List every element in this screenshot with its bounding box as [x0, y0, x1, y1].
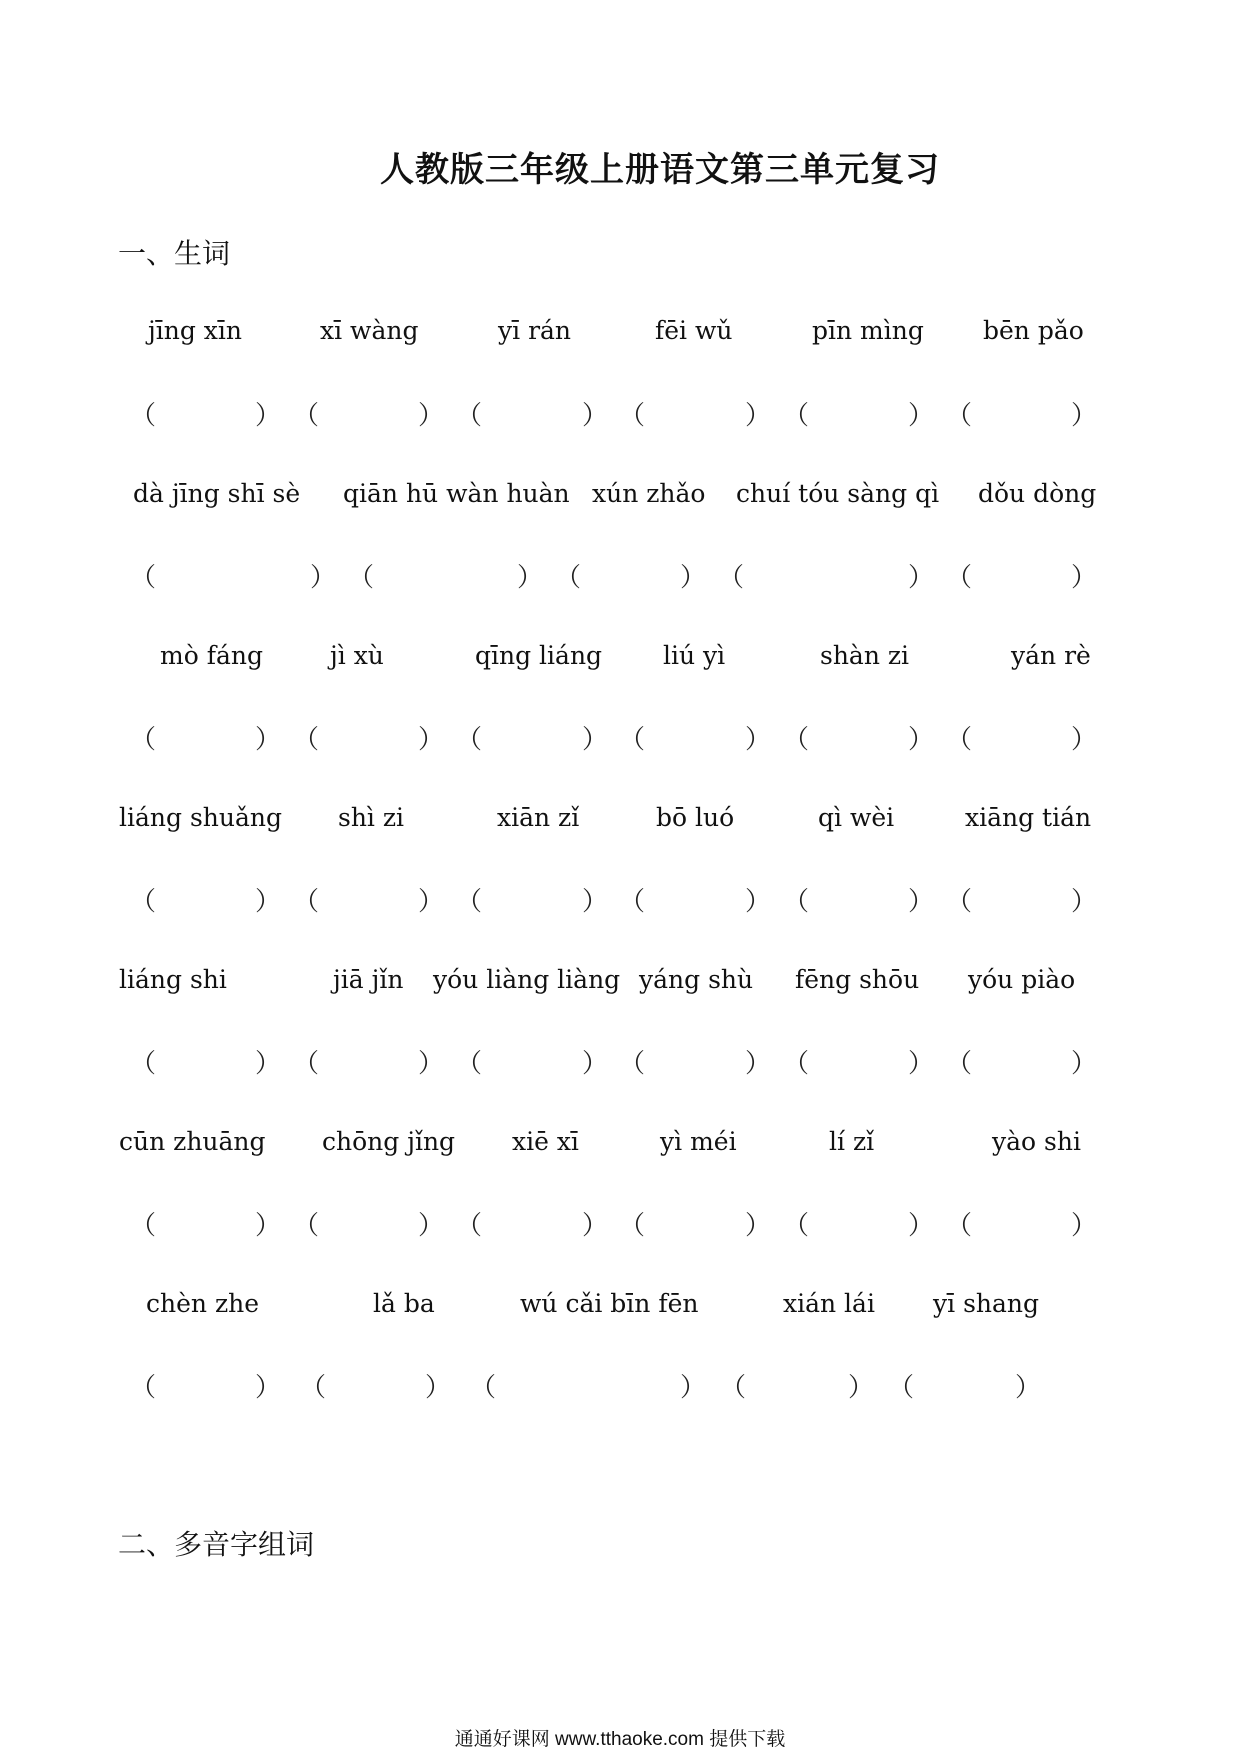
pinyin-item: yóu piào [968, 965, 1076, 994]
pinyin-item: yóu liàng liàng [433, 965, 621, 994]
answer-blank-open[interactable]: （ [946, 725, 973, 754]
answer-blank-open[interactable]: （ [888, 1373, 915, 1402]
answer-blank-close: ） [908, 725, 935, 754]
answer-row [0, 1043, 1240, 1083]
answer-row [0, 881, 1240, 921]
answer-blank-close: ） [1071, 563, 1098, 592]
answer-blank-open[interactable]: （ [130, 887, 157, 916]
answer-blank-open[interactable]: （ [619, 1049, 646, 1078]
pinyin-item: liáng shi [119, 965, 227, 994]
answer-blank-open[interactable]: （ [619, 401, 646, 430]
answer-blank-open[interactable]: （ [720, 1373, 747, 1402]
answer-blank-open[interactable]: （ [619, 725, 646, 754]
answer-blank-close: ） [1071, 401, 1098, 430]
answer-blank-open[interactable]: （ [130, 725, 157, 754]
pinyin-item: xún zhǎo [592, 479, 706, 508]
answer-blank-close: ） [582, 1211, 609, 1240]
pinyin-item: pīn mìng [812, 316, 924, 345]
pinyin-row [0, 641, 1240, 681]
answer-blank-open[interactable]: （ [946, 401, 973, 430]
answer-blank-open[interactable]: （ [456, 1049, 483, 1078]
pinyin-item: cūn zhuāng [119, 1127, 266, 1156]
pinyin-item: yì méi [660, 1127, 737, 1156]
pinyin-item: dà jīng shī sè [133, 479, 301, 508]
answer-blank-close: ） [418, 401, 445, 430]
footer-credit: 通通好课网 www.tthaoke.com 提供下载 [454, 1729, 786, 1750]
answer-blank-close: ） [310, 563, 337, 592]
answer-blank-close: ） [1015, 1373, 1042, 1402]
answer-blank-close: ） [1071, 1049, 1098, 1078]
pinyin-item: mò fáng [160, 641, 263, 670]
answer-blank-open[interactable]: （ [783, 725, 810, 754]
answer-blank-close: ） [418, 1211, 445, 1240]
answer-blank-open[interactable]: （ [293, 887, 320, 916]
answer-blank-close: ） [848, 1373, 875, 1402]
pinyin-item: bēn pǎo [983, 316, 1084, 345]
answer-blank-open[interactable]: （ [130, 401, 157, 430]
pinyin-item: xiāng tián [965, 803, 1092, 832]
answer-blank-close: ） [680, 1373, 707, 1402]
answer-blank-close: ） [582, 401, 609, 430]
answer-row [0, 395, 1240, 435]
pinyin-item: fēi wǔ [655, 316, 733, 345]
pinyin-item: xiān zǐ [497, 803, 580, 832]
answer-blank-close: ） [418, 1049, 445, 1078]
pinyin-item: chōng jǐng [322, 1127, 456, 1156]
pinyin-item: fēng shōu [795, 965, 920, 994]
pinyin-item: jīng xīn [148, 316, 242, 345]
answer-blank-open[interactable]: （ [293, 1211, 320, 1240]
answer-blank-close: ） [582, 887, 609, 916]
answer-blank-close: ） [582, 725, 609, 754]
answer-blank-open[interactable]: （ [783, 887, 810, 916]
answer-blank-close: ） [255, 1211, 282, 1240]
pinyin-item: chèn zhe [146, 1289, 260, 1318]
pinyin-item: lǎ ba [373, 1289, 435, 1318]
answer-blank-close: ） [418, 887, 445, 916]
pinyin-item: chuí tóu sàng qì [736, 479, 940, 508]
answer-blank-open[interactable]: （ [946, 887, 973, 916]
answer-blank-close: ） [425, 1373, 452, 1402]
answer-blank-open[interactable]: （ [946, 1211, 973, 1240]
answer-blank-open[interactable]: （ [293, 401, 320, 430]
answer-blank-open[interactable]: （ [456, 401, 483, 430]
answer-blank-close: ） [745, 725, 772, 754]
pinyin-item: lí zǐ [829, 1127, 875, 1156]
pinyin-item: yáng shù [639, 965, 754, 994]
answer-blank-close: ） [908, 563, 935, 592]
answer-blank-open[interactable]: （ [783, 1211, 810, 1240]
answer-blank-close: ） [680, 563, 707, 592]
answer-blank-open[interactable]: （ [783, 1049, 810, 1078]
answer-blank-open[interactable]: （ [456, 1211, 483, 1240]
answer-blank-close: ） [745, 401, 772, 430]
answer-blank-open[interactable]: （ [946, 563, 973, 592]
answer-blank-open[interactable]: （ [130, 1049, 157, 1078]
pinyin-item: qì wèi [818, 803, 895, 832]
answer-blank-close: ） [418, 725, 445, 754]
pinyin-item: qiān hū wàn huàn [343, 479, 570, 508]
section-heading-vocabulary: 一、生词 [118, 237, 231, 270]
pinyin-item: dǒu dòng [978, 479, 1097, 508]
pinyin-item: jì xù [330, 641, 384, 670]
answer-blank-open[interactable]: （ [293, 1049, 320, 1078]
answer-blank-close: ） [517, 563, 544, 592]
answer-blank-open[interactable]: （ [348, 563, 375, 592]
answer-blank-open[interactable]: （ [619, 887, 646, 916]
answer-blank-close: ） [908, 401, 935, 430]
answer-blank-close: ） [255, 1373, 282, 1402]
pinyin-item: xián lái [783, 1289, 875, 1318]
pinyin-item: xiē xī [512, 1127, 579, 1156]
answer-row [0, 557, 1240, 597]
pinyin-row [0, 479, 1240, 519]
pinyin-item: yī shang [933, 1289, 1040, 1318]
answer-blank-close: ） [582, 1049, 609, 1078]
pinyin-item: yào shi [992, 1127, 1081, 1156]
answer-blank-close: ） [1071, 1211, 1098, 1240]
pinyin-item: qīng liáng [475, 641, 603, 670]
pinyin-item: shì zi [338, 803, 405, 832]
answer-blank-open[interactable]: （ [130, 563, 157, 592]
answer-blank-open[interactable]: （ [946, 1049, 973, 1078]
pinyin-row [0, 803, 1240, 843]
pinyin-row [0, 1289, 1240, 1329]
answer-row [0, 1205, 1240, 1245]
answer-blank-open[interactable]: （ [619, 1211, 646, 1240]
answer-blank-open[interactable]: （ [130, 1211, 157, 1240]
answer-blank-close: ） [255, 1049, 282, 1078]
pinyin-row [0, 1127, 1240, 1167]
pinyin-item: xī wàng [320, 316, 419, 345]
pinyin-item: jiā jǐn [333, 965, 404, 994]
pinyin-item: bō luó [656, 803, 735, 832]
page-title: 人教版三年级上册语文第三单元复习 [380, 150, 940, 190]
answer-blank-close: ） [745, 887, 772, 916]
pinyin-item: liú yì [663, 641, 726, 670]
answer-blank-close: ） [745, 1049, 772, 1078]
pinyin-item: shàn zi [820, 641, 910, 670]
pinyin-item: wú cǎi bīn fēn [520, 1289, 699, 1318]
answer-blank-open[interactable]: （ [718, 563, 745, 592]
pinyin-item: yán rè [1011, 641, 1091, 670]
answer-row [0, 1367, 1240, 1407]
pinyin-row [0, 316, 1240, 356]
answer-blank-close: ） [908, 1049, 935, 1078]
answer-blank-close: ） [1071, 725, 1098, 754]
answer-blank-open[interactable]: （ [456, 725, 483, 754]
answer-blank-close: ） [908, 1211, 935, 1240]
answer-blank-open[interactable]: （ [783, 401, 810, 430]
answer-blank-open[interactable]: （ [456, 887, 483, 916]
answer-blank-close: ） [255, 725, 282, 754]
answer-blank-close: ） [255, 887, 282, 916]
answer-blank-open[interactable]: （ [293, 725, 320, 754]
answer-blank-close: ） [255, 401, 282, 430]
answer-blank-close: ） [908, 887, 935, 916]
section-heading-polyphonic: 二、多音字组词 [118, 1528, 315, 1561]
answer-blank-close: ） [1071, 887, 1098, 916]
answer-blank-open[interactable]: （ [470, 1373, 497, 1402]
pinyin-item: liáng shuǎng [119, 803, 282, 832]
answer-blank-open[interactable]: （ [300, 1373, 327, 1402]
pinyin-item: yī rán [498, 316, 572, 345]
pinyin-row [0, 965, 1240, 1005]
answer-row [0, 719, 1240, 759]
answer-blank-close: ） [745, 1211, 772, 1240]
answer-blank-open[interactable]: （ [130, 1373, 157, 1402]
answer-blank-open[interactable]: （ [555, 563, 582, 592]
